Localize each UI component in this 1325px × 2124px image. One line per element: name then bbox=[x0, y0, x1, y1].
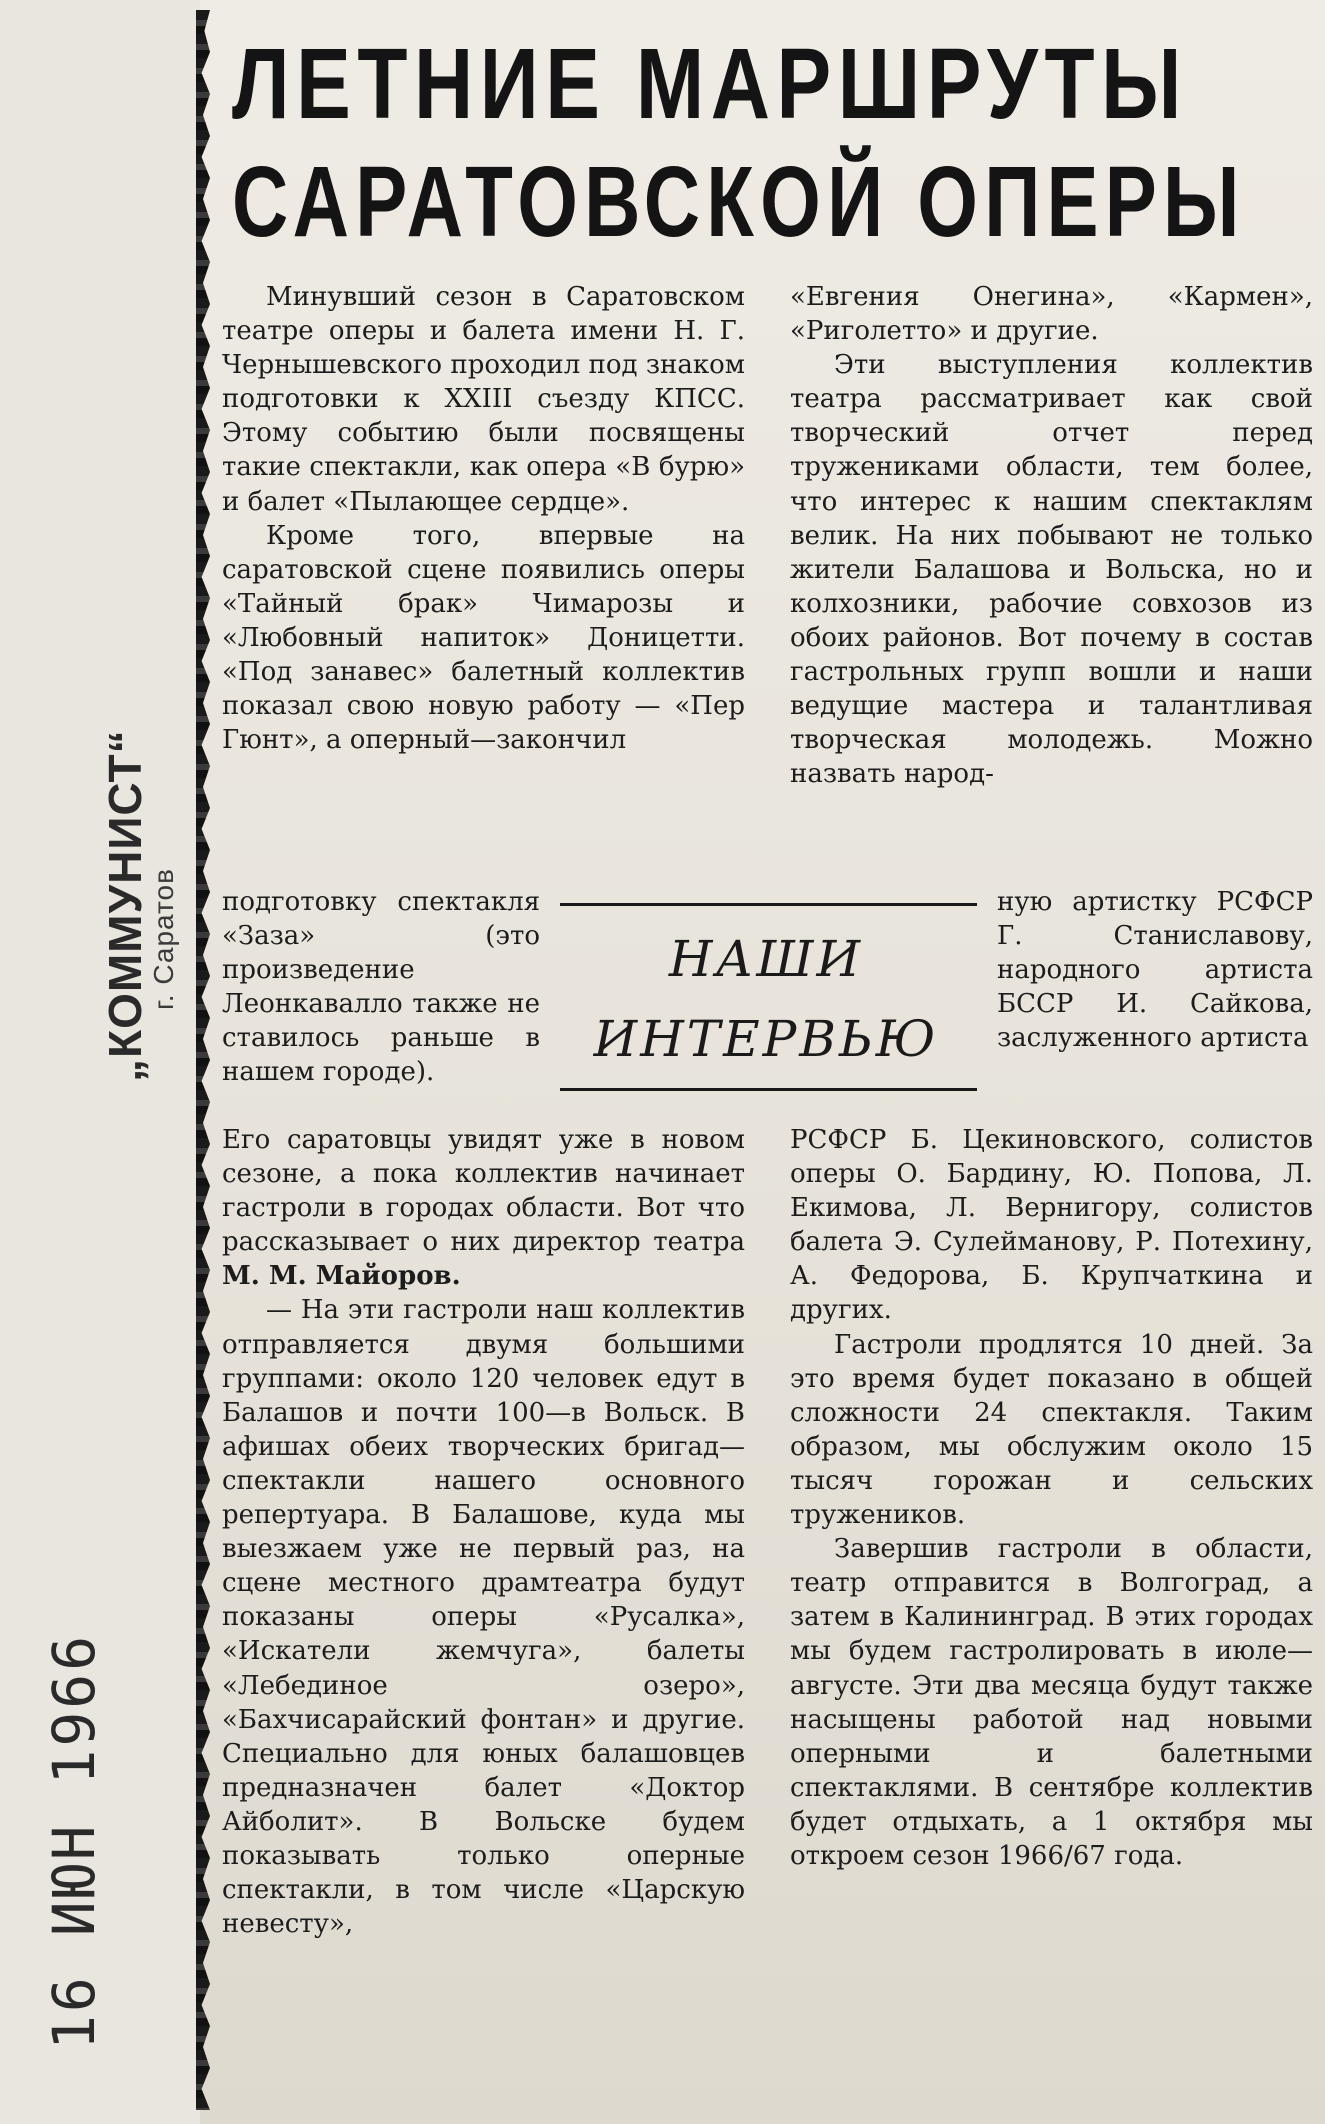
column-2-bottom bbox=[790, 1123, 1313, 1873]
paragraph: РСФСР Б. Цекиновского, солистов оперы О. Бардину, Ю. Попова, Л. Екимова, Л. Вернигору, солистов балета Э. Сулейманову, Р. Потехину, А. Федорова, Б. Крупчаткина и других. bbox=[790, 1125, 1313, 1326]
paragraph: Эти выступления коллектив театра рассматривает как свой творческий отчет перед тружениками области, тем более, что интерес к нашим спектаклям велик. На них побывают не только жители Балашова и Вольска, но и колхозники, рабочие совхозов из обоих районов. Вот почему в состав гастрольных групп вошли и наши ведущие мастера и талантливая творческая молодежь. Можно назвать народ- bbox=[790, 350, 1313, 790]
paragraph: «Евгения Онегина», «Кармен», «Риголетто» и другие. bbox=[790, 282, 1313, 347]
paragraph bbox=[222, 1123, 745, 1293]
column-1-bottom bbox=[222, 1123, 745, 1941]
newspaper-name-stamp: „КОММУНИСТ“ bbox=[99, 729, 151, 1082]
director-name: М. М. Майоров. bbox=[222, 1261, 461, 1292]
column-1-top bbox=[222, 280, 745, 757]
paragraph: Гастроли продлятся 10 дней. За это время будет показано в общей сложности 24 спектакля. Таким образом, мы обслужим около 15 тысяч горожан и сельских тружеников. bbox=[790, 1329, 1313, 1531]
headline-line-2: САРАТОВСКОЙ ОПЕРЫ bbox=[232, 146, 1246, 258]
interview-box-bottom-rule bbox=[560, 1088, 977, 1091]
date-stamp: 16 ИЮН 1966 bbox=[40, 1632, 108, 2050]
interview-box-top-rule bbox=[560, 903, 977, 906]
torn-edge bbox=[196, 10, 210, 2110]
interview-box-title-1: НАШИ bbox=[668, 930, 864, 988]
column-1-middle bbox=[222, 885, 540, 1090]
city-stamp: г. Саратов bbox=[148, 868, 179, 1010]
interview-box-title-2: ИНТЕРВЬЮ bbox=[593, 1010, 939, 1068]
paragraph: подготовку спектакля «Заза» (это произведение Леонкавалло также не ставилось раньше в нашем городе). bbox=[222, 887, 540, 1088]
headline-line-1: ЛЕТНИЕ МАРШРУТЫ bbox=[232, 28, 1188, 140]
paragraph-text: Его саратовцы увидят уже в новом сезоне, а пока коллектив начинает гастроли в городах области. Вот что рассказывает о них директор театра bbox=[222, 1125, 745, 1258]
paragraph: Кроме того, впервые на саратовской сцене появились оперы «Тайный брак» Чимарозы и «Любовный напиток» Доницетти. «Под занавес» балетный коллектив показал свою новую работу — «Пер Гюнт», а оперный—закончил bbox=[222, 520, 745, 756]
paragraph: — На эти гастроли наш коллектив отправляется двумя большими группами: около 120 человек едут в Балашов и почти 100—в Вольск. В афишах обеих творческих бригад—спектакли нашего основного репертуара. В Балашове, куда мы выезжаем уже не первый раз, на сцене местного драмтеатра будут показаны оперы «Русалка», «Искатели жемчуга», балеты «Лебединое озеро», «Бахчисарайский фонтан» и другие. Специально для юных балашовцев предназначен балет «Доктор Айболит». В Вольске будем показывать только оперные спектакли, в том числе «Царскую невесту», bbox=[222, 1295, 745, 1940]
paragraph: ную артистку РСФСР Г. Станиславову, народного артиста БССР И. Сайкова, заслуженного артиста bbox=[997, 887, 1313, 1054]
column-2-top bbox=[790, 280, 1313, 791]
column-2-middle bbox=[997, 885, 1313, 1055]
paragraph: Завершив гастроли в области, театр отправится в Волгоград, а затем в Калининград. В этих городах мы будем гастролировать в июле—августе. Эти два месяца будут также насыщены работой над новыми оперными и балетными спектаклями. В сентябре коллектив будет отдыхать, а 1 октября мы откроем сезон 1966/67 года. bbox=[790, 1534, 1313, 1871]
paragraph: Минувший сезон в Саратовском театре оперы и балета имени Н. Г. Чернышевского проходил под знаком подготовки к XXIII съезду КПСС. Этому событию были посвящены такие спектакли, как опера «В бурю» и балет «Пылающее сердце». bbox=[222, 282, 745, 517]
